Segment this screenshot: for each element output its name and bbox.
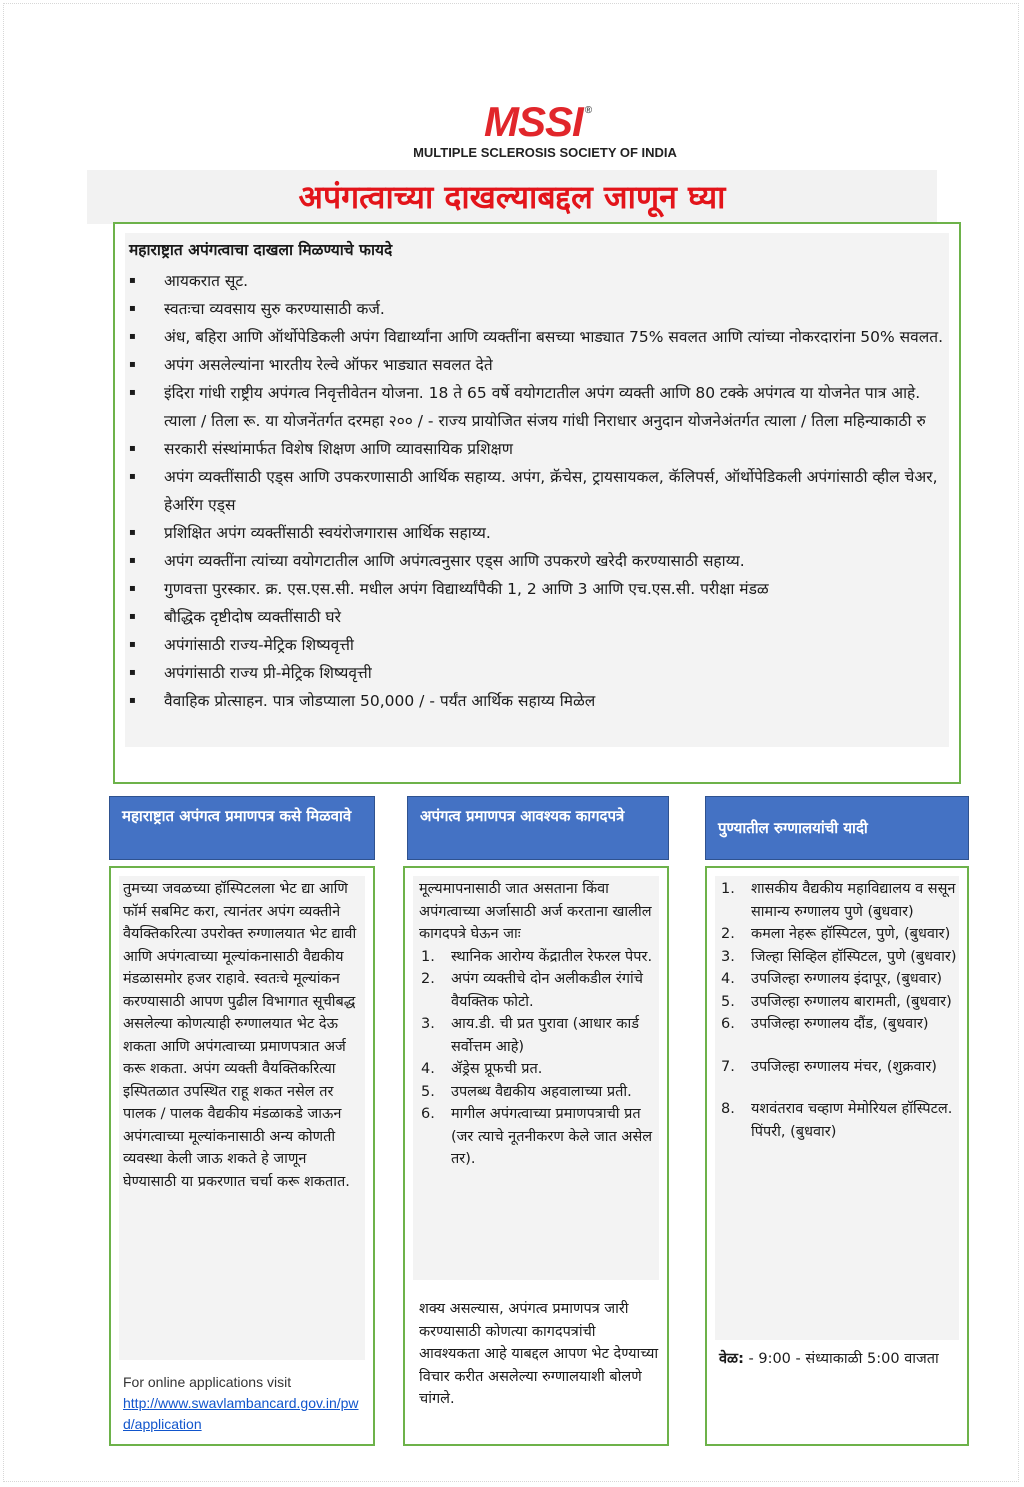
bullet-icon: ▪ — [129, 331, 136, 342]
col1-body: तुमच्या जवळच्या हॉस्पिटलला भेट द्या आणि फॉर्म सबमिट करा, त्यानंतर अपंग व्यक्तीने वैयक्तिकरित्या उपरोक्त रुग्णालयात भेट द्यावी आणि अपंगत्वाच्या मूल्यांकनासाठी वैद्यकीय मंडळासमोर हजर राहावे. स्वतःचे मूल्यांकन करण्यासाठी आपण पुढील विभागात सूचीबद्ध असलेल्या कोणत्याही रुग्णालयात भेट देऊ शकता आणि अपंगत्वाच्या प्रमाणपत्रात अर्ज करू शकता. अपंग व्यक्ती वैयक्तिकरित्या इस्पितळात उपस्थित राहू शकत नसेल तर पालक / पालक वैद्यकीय मंडळाकडे जाऊन अपंगत्वाच्या मूल्यांकनासाठी अन्य कोणती व्यवस्था केली जाऊ शकते हे जाणून घेण्यासाठी या प्रकरणात चर्चा करू शकतात. — [123, 881, 357, 1190]
col2-box — [403, 866, 669, 1446]
col2-heading: अपंगत्व प्रमाणपत्र आवश्यक कागदपत्रे — [420, 807, 625, 825]
bullet-icon: ▪ — [129, 527, 136, 538]
list-item — [419, 946, 659, 969]
col2-intro: मूल्यमापनासाठी जात असताना किंवा अपंगत्वाच्या अर्जासाठी अर्ज करताना खालील कागदपत्रे घेऊन जाः — [419, 881, 652, 942]
bullet-icon: ▪ — [129, 471, 136, 482]
timing-text: - 9:00 - संध्याकाळी 5:00 वाजता — [743, 1351, 939, 1367]
benefits-list — [125, 267, 953, 715]
col3-heading-box — [705, 796, 969, 860]
list-item — [719, 1013, 963, 1036]
item-number: 2. — [721, 926, 735, 942]
bullet-icon: ▪ — [129, 303, 136, 314]
benefit-text: बौद्धिक दृष्टीदोष व्यक्तींसाठी घरे — [164, 608, 341, 626]
list-item — [719, 946, 963, 969]
list-item — [719, 1098, 963, 1143]
item-text: कमला नेहरू हॉस्पिटल, पुणे, (बुधवार) — [751, 926, 951, 942]
online-application-link[interactable]: http://www.swavlambancard.gov.in/pwd/application — [123, 1395, 359, 1432]
item-text: उपजिल्हा रुग्णालय बारामती, (बुधवार) — [751, 993, 952, 1010]
org-name: MULTIPLE SCLEROSIS SOCIETY OF INDIA — [413, 145, 677, 160]
benefit-item — [125, 687, 953, 715]
benefit-text: अपंग असलेल्यांना भारतीय रेल्वे ऑफर भाड्यात सवलत देते — [164, 356, 493, 374]
benefit-item — [125, 323, 953, 351]
online-section — [123, 1372, 365, 1435]
bullet-icon: ▪ — [129, 639, 136, 650]
benefit-text: वैवाहिक प्रोत्साहन. पात्र जोडप्याला 50,000 / - पर्यंत आर्थिक सहाय्य मिळेल — [164, 692, 596, 710]
item-text: स्थानिक आरोग्य केंद्रातील रेफरल पेपर. — [451, 948, 653, 965]
timing — [719, 1348, 959, 1371]
online-text: For online applications visit — [123, 1374, 292, 1390]
benefit-text: अपंग व्यक्तींसाठी एड्स आणि उपकरणासाठी आर्थिक सहाय्य. अपंग, क्रॅचेस, ट्रायसायकल, कॅलिपर्स, ऑर्थोपेडिकली अपंगांसाठी व्हील चेअर, हेअरिंग एड्स — [164, 468, 938, 514]
benefit-item — [125, 575, 953, 603]
bullet-icon: ▪ — [129, 611, 136, 622]
bullet-icon: ▪ — [129, 359, 136, 370]
benefit-item — [125, 631, 953, 659]
col2-heading-box — [407, 796, 669, 860]
benefit-text: इंदिरा गांधी राष्ट्रीय अपंगत्व निवृत्तीवेतन योजना. 18 ते 65 वर्षे वयोगटातील अपंग व्यक्ती आणि 80 टक्के अपंगत्व या योजनेत पात्र आहे. त्याला / तिला रू. या योजनेंतर्गत दरमहा २०० / - राज्य प्रायोजित संजय गांधी निराधार अनुदान योजनेअंतर्गत त्याला / तिला महिन्याकाठी रु — [164, 384, 926, 430]
registered-mark: ® — [584, 105, 592, 116]
documents-list — [419, 946, 659, 1171]
benefit-item — [125, 463, 953, 519]
col1-heading-box — [109, 796, 375, 860]
logo-text: MSSI — [484, 98, 583, 145]
bullet-icon: ▪ — [129, 387, 136, 398]
item-number: 2. — [421, 971, 435, 987]
benefit-text: सरकारी संस्थांमार्फत विशेष शिक्षण आणि व्यावसायिक प्रशिक्षण — [164, 440, 513, 458]
benefit-item — [125, 659, 953, 687]
item-number: 1. — [721, 881, 735, 897]
item-text: उपजिल्हा रुग्णालय मंचर, (शुक्रवार) — [751, 1058, 937, 1075]
benefit-item — [125, 379, 953, 435]
benefits-box — [113, 222, 961, 784]
benefit-text: प्रशिक्षित अपंग व्यक्तींसाठी स्वयंरोजगारास आर्थिक सहाय्य. — [164, 524, 491, 542]
mssi-logo — [484, 97, 624, 145]
timing-label: वेळ: — [719, 1351, 744, 1367]
bullet-icon: ▪ — [129, 275, 136, 286]
list-item — [719, 923, 963, 946]
col2-footer: शक्य असल्यास, अपंगत्व प्रमाणपत्र जारी करण्यासाठी कोणत्या कागदपत्रांची आवश्यकता आहे याबद्दल आपण भेट देण्याच्या विचार करीत असलेल्या रुग्णालयाशी बोलणे चांगले. — [419, 1301, 659, 1407]
bullet-icon: ▪ — [129, 583, 136, 594]
list-item — [419, 1103, 659, 1171]
benefit-text: स्वतःचा व्यवसाय सुरु करण्यासाठी कर्ज. — [164, 300, 385, 318]
list-item — [719, 878, 963, 923]
item-text: उपलब्ध वैद्यकीय अहवालाच्या प्रती. — [451, 1083, 632, 1100]
list-item — [719, 1056, 963, 1079]
col3-heading: पुण्यातील रुग्णालयांची यादी — [718, 819, 868, 837]
item-text: शासकीय वैद्यकीय महाविद्यालय व ससून सामान्य रुग्णालय पुणे (बुधवार) — [751, 881, 956, 920]
list-item — [419, 1081, 659, 1104]
item-text: आय.डी. ची प्रत पुरावा (आधार कार्ड सर्वोत्तम आहे) — [451, 1016, 639, 1055]
benefit-text: अपंग व्यक्तींना त्यांच्या वयोगटातील आणि अपंगत्वनुसार एड्स आणि उपकरणे खरेदी करण्यासाठी सहाय्य. — [164, 552, 745, 570]
item-text: यशवंतराव चव्हाण मेमोरियल हॉस्पिटल. पिंपरी, (बुधवार) — [751, 1101, 953, 1140]
item-number: 8. — [721, 1101, 735, 1117]
item-number: 6. — [721, 1016, 735, 1032]
item-number: 4. — [421, 1061, 435, 1077]
page-title: अपंगत्वाच्या दाखल्याबद्दल जाणून घ्या — [298, 178, 726, 216]
benefit-item — [125, 519, 953, 547]
hospitals-list — [719, 878, 963, 1143]
benefit-item — [125, 295, 953, 323]
benefit-item — [125, 351, 953, 379]
benefit-text: अंध, बहिरा आणि ऑर्थोपेडिकली अपंग विद्यार्थ्यांना आणि व्यक्तींना बसच्या भाड्यात 75% सवलत आणि त्यांच्या नोकरदारांना 50% सवलत. — [164, 328, 944, 346]
benefit-text: अपंगांसाठी राज्य-मेट्रिक शिष्यवृत्ती — [164, 636, 354, 654]
item-number: 7. — [721, 1058, 735, 1075]
col1-heading: महाराष्ट्रात अपंगत्व प्रमाणपत्र कसे मिळवावे — [122, 807, 352, 825]
list-item — [719, 968, 963, 991]
item-number: 4. — [721, 971, 735, 987]
benefit-item — [125, 267, 953, 295]
bullet-icon: ▪ — [129, 695, 136, 706]
benefits-heading: महाराष्ट्रात अपंगत्वाचा दाखला मिळण्याचे फायदे — [129, 241, 393, 259]
item-number: 6. — [421, 1106, 435, 1122]
benefit-item — [125, 547, 953, 575]
col3-box — [705, 866, 969, 1446]
item-number: 3. — [421, 1016, 435, 1032]
item-text: अपंग व्यक्तीचे दोन अलीकडील रंगांचे वैयक्तिक फोटो. — [451, 971, 643, 1010]
list-item — [419, 968, 659, 1013]
item-text: जिल्हा सिव्हिल हॉस्पिटल, पुणे (बुधवार) — [751, 948, 957, 965]
benefit-item — [125, 603, 953, 631]
item-text: मागील अपंगत्वाच्या प्रमाणपत्राची प्रत (जर त्याचे नूतनीकरण केले जात असेल तर). — [451, 1106, 653, 1167]
bullet-icon: ▪ — [129, 667, 136, 678]
item-number: 5. — [421, 1083, 435, 1100]
benefit-text: आयकरात सूट. — [164, 272, 249, 290]
item-number: 3. — [721, 948, 735, 965]
item-number: 1. — [421, 948, 435, 965]
benefit-text: अपंगांसाठी राज्य प्री-मेट्रिक शिष्यवृत्ती — [164, 664, 372, 682]
benefit-item — [125, 435, 953, 463]
list-item — [719, 991, 963, 1014]
benefit-text: गुणवत्ता पुरस्कार. क्र. एस.एस.सी. मधील अपंग विद्यार्थ्यांपैकी 1, 2 आणि 3 आणि एच.एस.सी. परीक्षा मंडळ — [164, 580, 769, 598]
item-text: उपजिल्हा रुग्णालय इंदापूर, (बुधवार) — [751, 971, 943, 987]
bullet-icon: ▪ — [129, 443, 136, 454]
item-text: ॲड्रेस प्रूफची प्रत. — [451, 1061, 543, 1077]
bullet-icon: ▪ — [129, 555, 136, 566]
list-item — [419, 1013, 659, 1058]
item-text: उपजिल्हा रुग्णालय दौंड, (बुधवार) — [751, 1016, 929, 1032]
item-number: 5. — [721, 993, 735, 1010]
col2-content — [419, 878, 659, 1171]
col1-box — [109, 866, 375, 1446]
list-item — [419, 1058, 659, 1081]
